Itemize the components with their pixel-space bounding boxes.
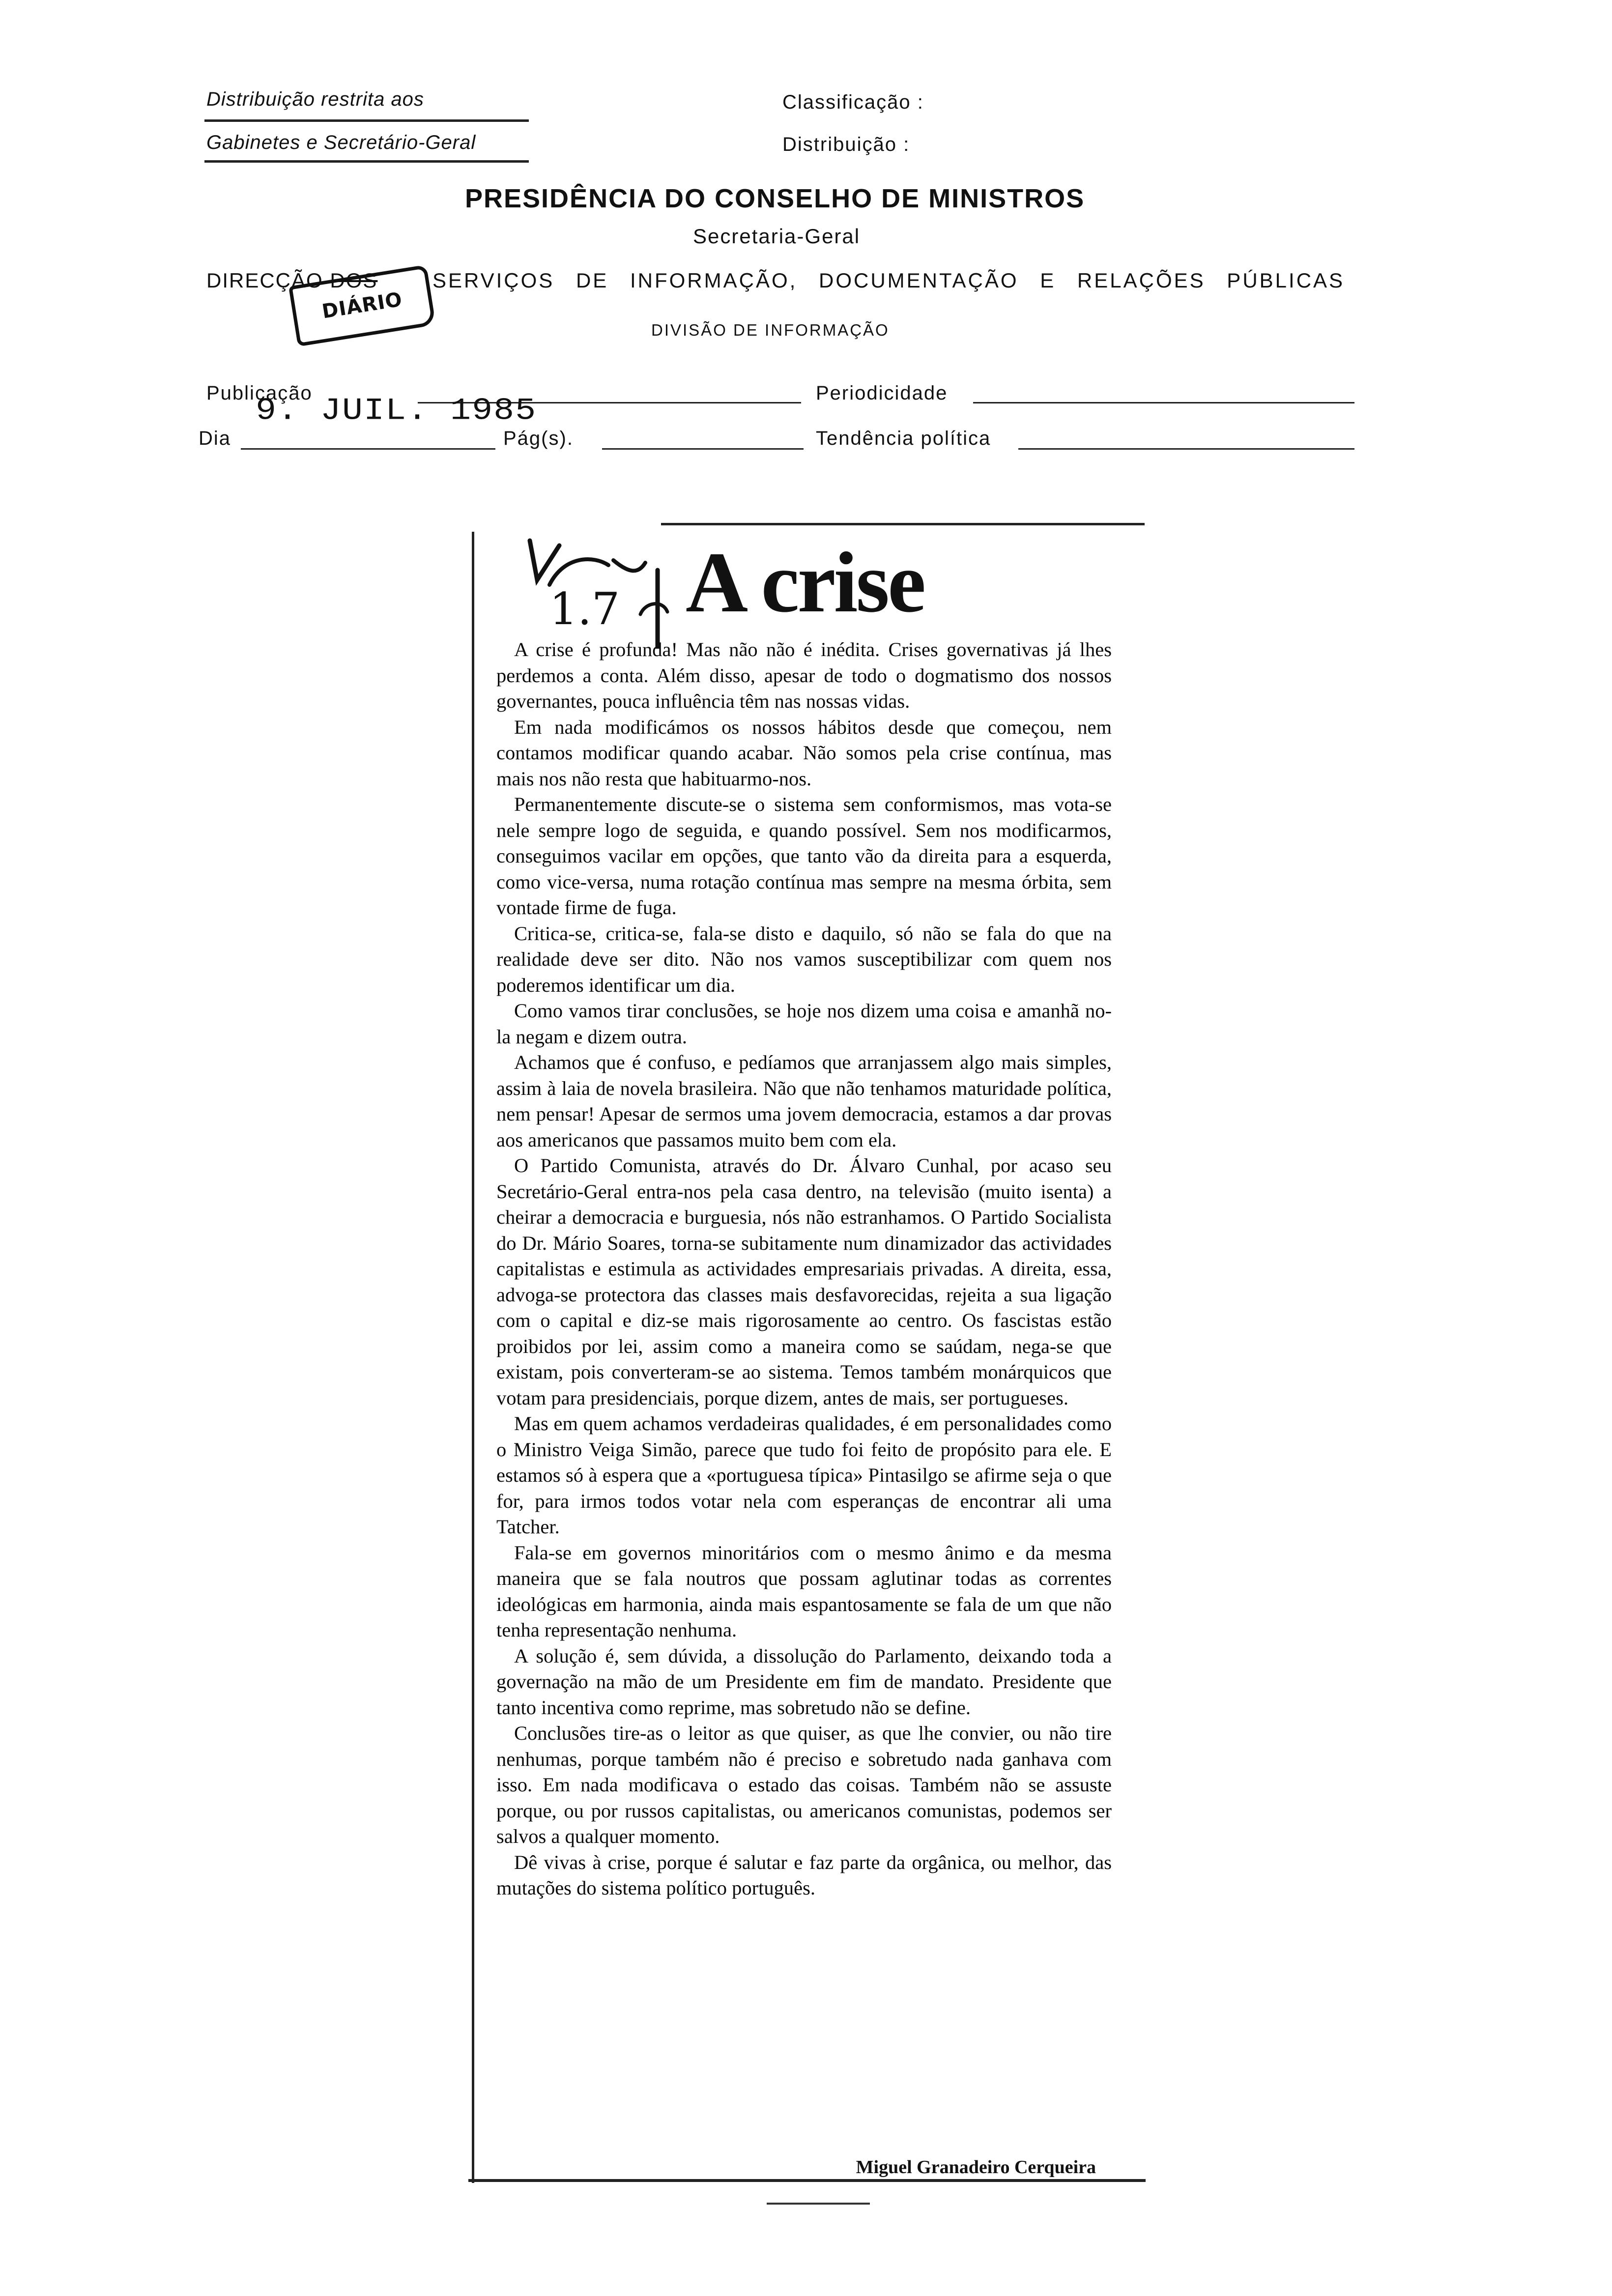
article-paragraph: O Partido Comunista, através do Dr. Álvaro Cunhal, por acaso seu Secretário-Geral entra-nos pela casa dentro, na televisão (muito isenta) a cheirar a democracia e burguesia, nós não estranhamos. O Partido Socialista do Dr. Mário Soares, torna-se subitamente num dinamizador das actividades capitalistas e estimula as actividades empresariais privadas. A direita, essa, advoga-se protectora das classes mais desfavorecidas, rejeita a sua ligação com o capital e diz-se mais rigorosamente ao centro. Os fascistas estão proibidos por lei, assim como a maneira como se saúdam, nega-se que existam, pois converteram-se ao sistema. Temos também monárquicos que votam para presidenciais, porque dizem, antes de mais, ser portugueses. [496, 1154, 1112, 1409]
distribution-underline-2 [204, 160, 529, 163]
article-paragraph: A solução é, sem dúvida, a dissolução do Parlamento, deixando toda a governação na mão de um Presidente em fim de mandato. Presidente que tanto incentiva como reprime, mas sobretudo não se define. [496, 1644, 1112, 1719]
article-body [496, 637, 1112, 1901]
classificacao-label: Classificação : [782, 91, 924, 113]
pags-line [602, 448, 804, 450]
publicacao-label: Publicação [206, 382, 313, 404]
direccao-text: DIRECÇÃO [206, 269, 323, 292]
date-stamp: 9. JUIL. 1985 [256, 393, 537, 429]
distribution-line-1: Distribuição restrita aos [206, 88, 424, 110]
dia-line [241, 448, 495, 450]
article-title: A crise [686, 535, 924, 631]
distribution-underline-1 [204, 119, 529, 122]
bottom-dash [767, 2203, 870, 2205]
tendencia-label: Tendência política [816, 428, 991, 449]
agency-title: PRESIDÊNCIA DO CONSELHO DE MINISTROS [465, 184, 1085, 213]
diario-stamp: DIÁRIO [288, 265, 436, 347]
article-paragraph: Permanentemente discute-se o sistema sem conformismos, mas vota-se nele sempre logo de seguida, e quando possível. Sem nos modificarmos, conseguimos vacilar em opções, que tanto vão da direita para a esquerda, como vice-versa, numa rotação contínua mas sempre na mesma órbita, sem vontade firme de fuga. [496, 793, 1112, 918]
secretaria-geral: Secretaria-Geral [693, 225, 861, 248]
article-paragraph: Conclusões tire-as o leitor as que quiser, as que lhe convier, ou não tire nenhumas, porque também não é preciso e sobretudo nada ganhava com isso. Em nada modificava o estado das coisas. Também não se assuste porque, ou por russos capitalistas, ou americanos comunistas, podemos ser salvos a qualquer momento. [496, 1722, 1112, 1847]
pags-label: Pág(s). [503, 428, 574, 449]
article-author: Miguel Granadeiro Cerqueira [856, 2157, 1096, 2178]
article-paragraph: A crise é profunda! Mas não não é inédita. Crises governativas já lhes perdemos a conta. Além disso, apesar de todo o dogmatismo dos nossos governantes, pouca influência têm nas nossas vidas. [496, 638, 1112, 712]
article-frame-bottom [468, 2179, 1146, 2182]
article-paragraph: Achamos que é confuso, e pedíamos que arranjassem algo mais simples, assim à laia de novela brasileira. Não que não tenhamos maturidade política, nem pensar! Apesar de sermos uma jovem democracia, estamos a dar provas aos americanos que passamos muito bem com ela. [496, 1051, 1112, 1151]
article-paragraph: Em nada modificámos os nossos hábitos desde que começou, nem contamos modificar quando acabar. Não somos pela crise contínua, mas mais nos não resta que habituarmo-nos. [496, 716, 1112, 790]
handwritten-annotation [515, 526, 677, 649]
periodicidade-line [973, 402, 1354, 403]
distribution-line-2: Gabinetes e Secretário-Geral [206, 132, 476, 153]
tendencia-line [1018, 448, 1354, 450]
article-frame-left [472, 532, 474, 2183]
article-frame-top [661, 523, 1145, 525]
article-paragraph: Mas em quem achamos verdadeiras qualidades, é em personalidades como o Ministro Veiga Simão, parece que tudo foi feito de propósito para ele. E estamos só à espera que a «portuguesa típica» Pintasilgo se afirme seja o que for, para irmos todos votar nela com esperanças de encontrar ali uma Tatcher. [496, 1412, 1112, 1538]
handwritten-number: 1.7 [549, 583, 620, 635]
services-title: SERVIÇOS DE INFORMAÇÃO, DOCUMENTAÇÃO E RELAÇÕES PÚBLICAS [432, 269, 1345, 292]
article-paragraph: Critica-se, critica-se, fala-se disto e daquilo, só não se fala do que na realidade deve ser dito. Não nos vamos susceptibilizar com quem nos poderemos identificar um dia. [496, 922, 1112, 996]
dia-label: Dia [199, 428, 231, 449]
periodicidade-label: Periodicidade [816, 382, 948, 404]
article-paragraph: Dê vivas à crise, porque é salutar e faz parte da orgânica, ou melhor, das mutações do sistema político português. [496, 1851, 1112, 1899]
article-paragraph: Como vamos tirar conclusões, se hoje nos dizem uma coisa e amanhã no-la negam e dizem outra. [496, 1000, 1112, 1048]
distribuicao-label: Distribuição : [782, 134, 910, 155]
article-paragraph: Fala-se em governos minoritários com o mesmo ânimo e da mesma maneira que se fala noutros que possam aglutinar todas as correntes ideológicas em harmonia, ainda mais espantosamente se fala de um que não tenha representação nenhuma. [496, 1541, 1112, 1641]
divisao-title: DIVISÃO DE INFORMAÇÃO [651, 321, 890, 339]
direccao-struck-text: DOS [330, 269, 378, 292]
